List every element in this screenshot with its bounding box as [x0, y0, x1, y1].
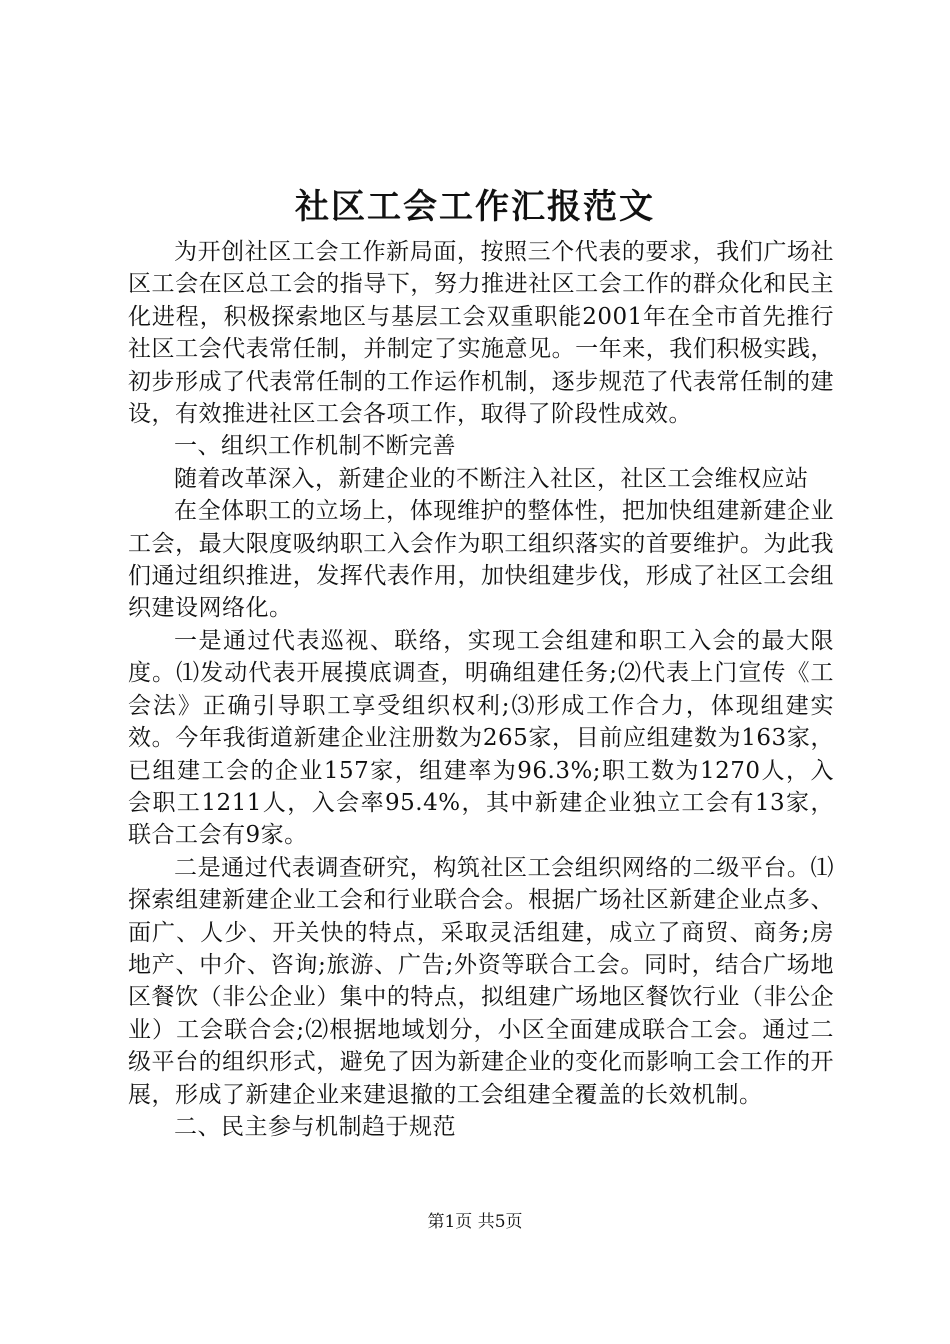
section-heading: 二、民主参与机制趋于规范: [174, 1113, 456, 1140]
document-body: [128, 236, 834, 1143]
paragraph: 为开创社区工会工作新局面，按照三个代表的要求，我们广场社区工会在区总工会的指导下，努力推进社区工会工作的群众化和民主化进程，积极探索地区与基层工会双重职能2001年在全市首先推行社区工会代表常任制，并制定了实施意见。一年来，我们积极实践，初步形成了代表常任制的工作运作机制，逐步规范了代表常任制的建设，有效推进社区工会各项工作，取得了阶段性成效。: [128, 239, 834, 428]
page-number-footer: 第1页 共5页: [427, 1212, 523, 1232]
paragraph: 在全体职工的立场上，体现维护的整体性，把加快组建新建企业工会，最大限度吸纳职工入会作为职工组织落实的首要维护。为此我们通过组织推进，发挥代表作用，加快组建步伐，形成了社区工会组织建设网络化。: [128, 498, 834, 622]
paragraph: 随着改革深入，新建企业的不断注入社区，社区工会维权应站: [174, 465, 809, 492]
paragraph: 一是通过代表巡视、联络，实现工会组建和职工入会的最大限度。⑴发动代表开展摸底调查，明确组建任务;⑵代表上门宣传《工会法》正确引导职工享受组织权利;⑶形成工作合力，体现组建实效。今年我街道新建企业注册数为265家，目前应组建数为163家，已组建工会的企业157家，组建率为96.3%;职工数为1270人，入会职工1211人，入会率95.4%，其中新建企业独立工会有13家，联合工会有9家。: [128, 627, 834, 849]
document-title: 社区工会工作汇报范文: [295, 187, 655, 227]
section-heading: 一、组织工作机制不断完善: [174, 433, 456, 460]
paragraph: 二是通过代表调查研究，构筑社区工会组织网络的二级平台。⑴探索组建新建企业工会和行业联合会。根据广场社区新建企业点多、面广、人少、开关快的特点，采取灵活组建，成立了商贸、商务;房地产、中介、咨询;旅游、广告;外资等联合工会。同时，结合广场地区餐饮（非公企业）集中的特点，拟组建广场地区餐饮行业（非公企业）工会联合会;⑵根据地域划分，小区全面建成联合工会。通过二级平台的组织形式，避免了因为新建企业的变化而影响工会工作的开展，形成了新建企业来建退撤的工会组建全覆盖的长效机制。: [128, 854, 834, 1108]
